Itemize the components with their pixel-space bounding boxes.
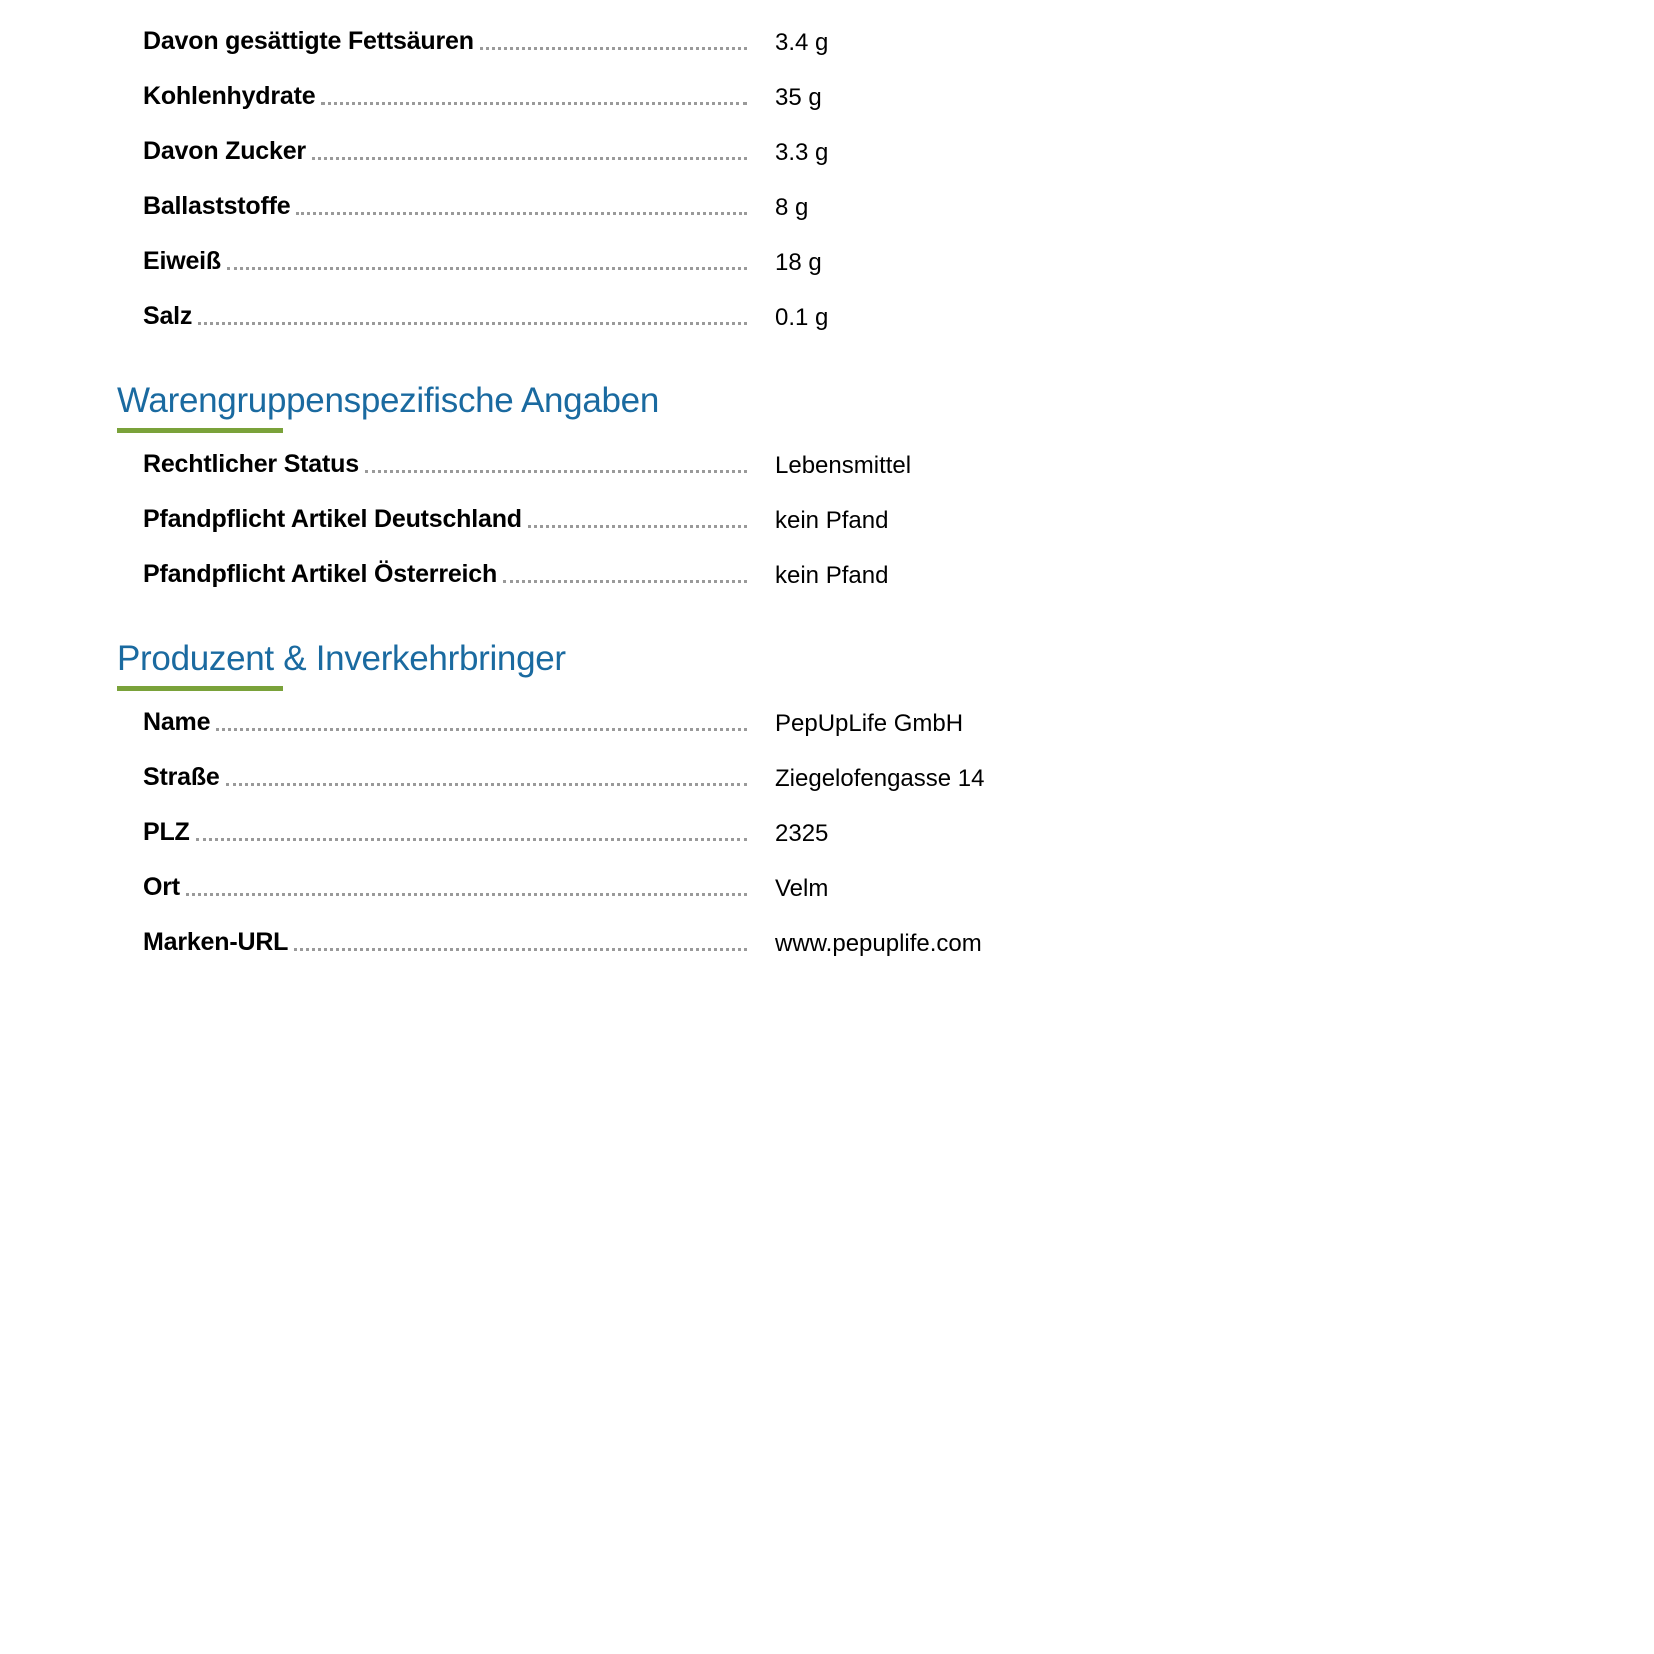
row-label: PLZ	[143, 818, 190, 846]
producer-row-name	[143, 697, 1043, 752]
nutrition-row-saturated-fat	[143, 16, 1043, 71]
dotted-leader	[227, 267, 747, 270]
dotted-leader	[196, 838, 747, 841]
row-label: Eiweiß	[143, 247, 221, 275]
producer-row-postal-code	[143, 807, 1043, 862]
row-value: 2325	[775, 820, 829, 847]
dotted-leader	[216, 728, 747, 731]
dotted-leader	[480, 47, 747, 50]
row-value: Velm	[775, 875, 829, 902]
section-heading-producer: Produzent & Inverkehrbringer	[117, 639, 566, 678]
row-value: 35 g	[775, 84, 822, 111]
row-value: Ziegelofengasse 14	[775, 765, 985, 792]
nutrition-row-protein	[143, 236, 1043, 291]
row-label: Pfandpflicht Artikel Österreich	[143, 560, 498, 588]
dotted-leader	[365, 470, 747, 473]
product-group-row-deposit-austria	[143, 549, 1043, 604]
row-label: Name	[143, 708, 211, 736]
product-group-row-legal-status	[143, 439, 1043, 494]
section-heading-product-group: Warengruppenspezifische Angaben	[117, 381, 660, 420]
dotted-leader	[294, 948, 747, 951]
dotted-leader	[528, 525, 747, 528]
nutrition-row-sugar	[143, 126, 1043, 181]
product-group-row-deposit-germany	[143, 494, 1043, 549]
row-value: 0.1 g	[775, 304, 829, 331]
row-label: Rechtlicher Status	[143, 450, 359, 478]
row-value: 8 g	[775, 194, 809, 221]
row-label: Kohlenhydrate	[143, 82, 316, 110]
nutrition-row-salt	[143, 291, 1043, 346]
row-label: Marken-URL	[143, 928, 289, 956]
section-heading-underline	[117, 686, 283, 691]
row-label: Ort	[143, 873, 180, 901]
nutrition-row-carbohydrates	[143, 71, 1043, 126]
producer-row-city	[143, 862, 1043, 917]
row-label: Straße	[143, 763, 220, 791]
row-label: Pfandpflicht Artikel Deutschland	[143, 505, 522, 533]
producer-table	[143, 697, 1043, 972]
section-heading-underline	[117, 428, 283, 433]
row-value: Lebensmittel	[775, 452, 912, 479]
dotted-leader	[186, 893, 747, 896]
row-label: Ballaststoffe	[143, 192, 291, 220]
nutrition-table	[143, 16, 1043, 346]
brand-url-link[interactable]: www.pepuplife.com	[775, 930, 982, 957]
row-value: 3.4 g	[775, 29, 829, 56]
dotted-leader	[321, 102, 747, 105]
product-group-table	[143, 439, 1043, 604]
row-label: Salz	[143, 302, 193, 330]
producer-row-street	[143, 752, 1043, 807]
row-value: 18 g	[775, 249, 822, 276]
dotted-leader	[312, 157, 747, 160]
row-value: 3.3 g	[775, 139, 829, 166]
producer-row-brand-url	[143, 917, 1043, 972]
row-label: Davon gesättigte Fettsäuren	[143, 27, 474, 55]
dotted-leader	[503, 580, 747, 583]
dotted-leader	[296, 212, 747, 215]
row-value: kein Pfand	[775, 562, 889, 589]
dotted-leader	[198, 322, 747, 325]
row-value: PepUpLife GmbH	[775, 710, 964, 737]
row-value: kein Pfand	[775, 507, 889, 534]
nutrition-row-fiber	[143, 181, 1043, 236]
dotted-leader	[226, 783, 747, 786]
row-label: Davon Zucker	[143, 137, 306, 165]
